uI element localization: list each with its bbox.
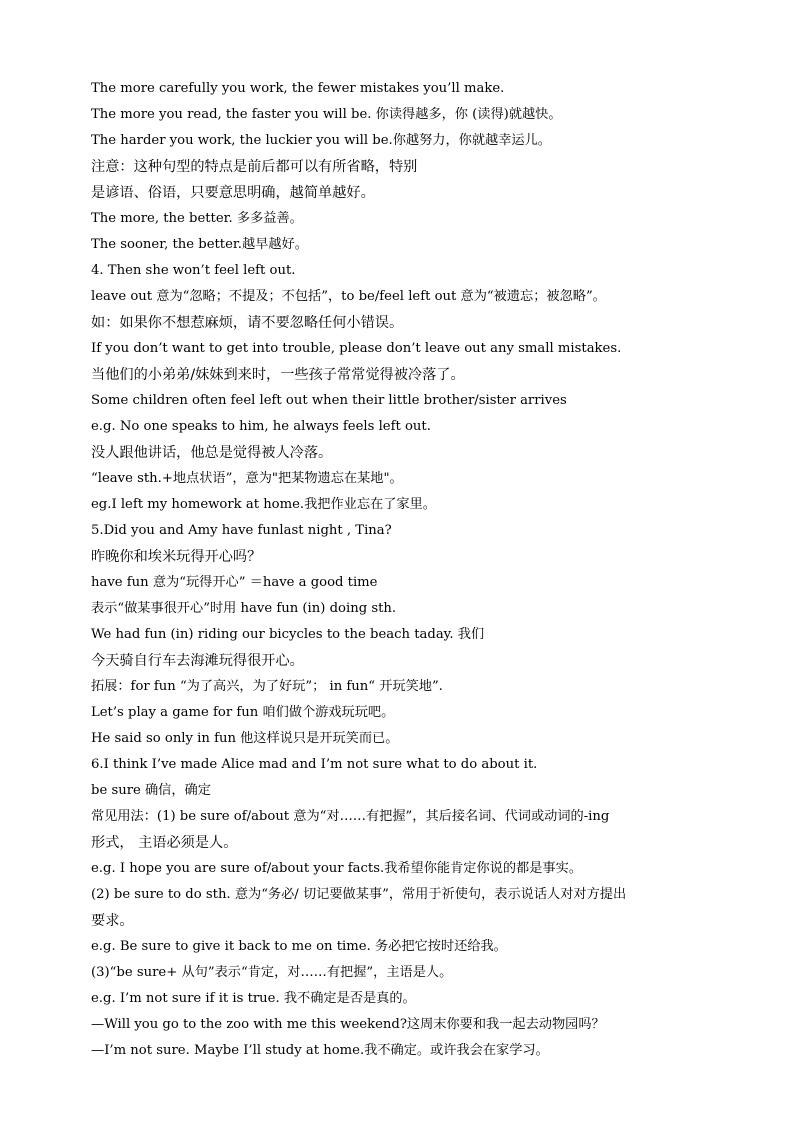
text-line: eg.I left my homework at home.我把作业忘在了家里。 xyxy=(91,497,436,512)
text-line: 昨晚你和埃米玩得开心吗？ xyxy=(91,549,262,565)
text-line: The more you read, the faster you will be. 你读得越多，你 (读得)就越快。 xyxy=(91,107,562,122)
text-line: 没人跟他讲话，他总是觉得被人冷落。 xyxy=(91,445,333,461)
text-line: e.g. No one speaks to him, he always feels left out. xyxy=(91,419,431,434)
text-line: 表示“做某事很开心”时用 have fun (in) doing sth. xyxy=(91,601,397,616)
text-line: The more, the better. 多多益善。 xyxy=(91,211,303,226)
text-line: 常见用法：(1) be sure of/about 意为“对……有把握”，其后接名词、代词或动词的-ing xyxy=(91,809,610,824)
section-heading: 5.Did you and Amy have funlast night , Tina? xyxy=(91,523,392,538)
text-line: 是谚语、俗语，只要意思明确，越简单越好。 xyxy=(91,185,375,201)
text-line: 今天骑自行车去海滩玩得很开心。 xyxy=(91,653,304,669)
text-line: —I’m not sure. Maybe I’ll study at home.我不确定。或许我会在家学习。 xyxy=(91,1043,549,1058)
text-line: The harder you work, the luckier you will be.你越努力，你就越幸运儿。 xyxy=(91,133,551,148)
text-line: (3)“be sure+ 从句”表示“肯定，对……有把握”，主语是人。 xyxy=(91,965,453,980)
text-line: (2) be sure to do sth. 意为“务必/ 切记要做某事”，常用于祈使句，表示说话人对对方提出 xyxy=(91,887,627,902)
text-line: 如：如果你不想惹麻烦，请不要忽略任何小错误。 xyxy=(91,315,404,331)
text-line: 形式， 主语必须是人。 xyxy=(91,835,238,851)
section-heading: 4. Then she won’t feel left out. xyxy=(91,263,296,278)
text-line: “leave sth.+地点状语”，意为"把某物遗忘在某地"。 xyxy=(91,471,403,486)
text-line: be sure 确信，确定 xyxy=(91,783,211,798)
text-line: 要求。 xyxy=(91,913,134,929)
text-line: e.g. Be sure to give it back to me on time. 务必把它按时还给我。 xyxy=(91,939,507,954)
section-heading: 6.I think I’ve made Alice mad and I’m not sure what to do about it. xyxy=(91,757,538,772)
text-line: leave out 意为“忽略；不提及；不包括”，to be/feel left out 意为“被遗忘；被忽略”。 xyxy=(91,289,606,304)
document-page xyxy=(91,76,731,1064)
text-line: Let’s play a game for fun 咱们做个游戏玩玩吧。 xyxy=(91,705,395,720)
text-line: Some children often feel left out when their little brother/sister arrives xyxy=(91,393,567,408)
text-line: The more carefully you work, the fewer mistakes you’ll make. xyxy=(91,81,505,96)
text-line: The sooner, the better.越早越好。 xyxy=(91,237,308,252)
text-line: 拓展：for fun “为了高兴，为了好玩”； in fun“ 开玩笑地”. xyxy=(91,679,443,694)
text-line: He said so only in fun 他这样说只是开玩笑而已。 xyxy=(91,731,399,746)
text-line: 当他们的小弟弟/妹妹到来时，一些孩子常常觉得被冷落了。 xyxy=(91,367,465,383)
text-line: have fun 意为“玩得开心” ＝have a good time xyxy=(91,575,378,590)
text-line: We had fun (in) riding our bicycles to the beach taday. 我们 xyxy=(91,627,485,642)
text-line: e.g. I hope you are sure of/about your facts.我希望你能肯定你说的都是事实。 xyxy=(91,861,582,876)
text-line: 注意：这种句型的特点是前后都可以有所省略，特别 xyxy=(91,159,418,175)
text-line: e.g. I’m not sure if it is true. 我不确定是否是真的。 xyxy=(91,991,416,1006)
text-line: If you don’t want to get into trouble, please don’t leave out any small mistakes. xyxy=(91,341,622,356)
text-line: —Will you go to the zoo with me this weekend?这周末你要和我一起去动物园吗？ xyxy=(91,1017,605,1032)
